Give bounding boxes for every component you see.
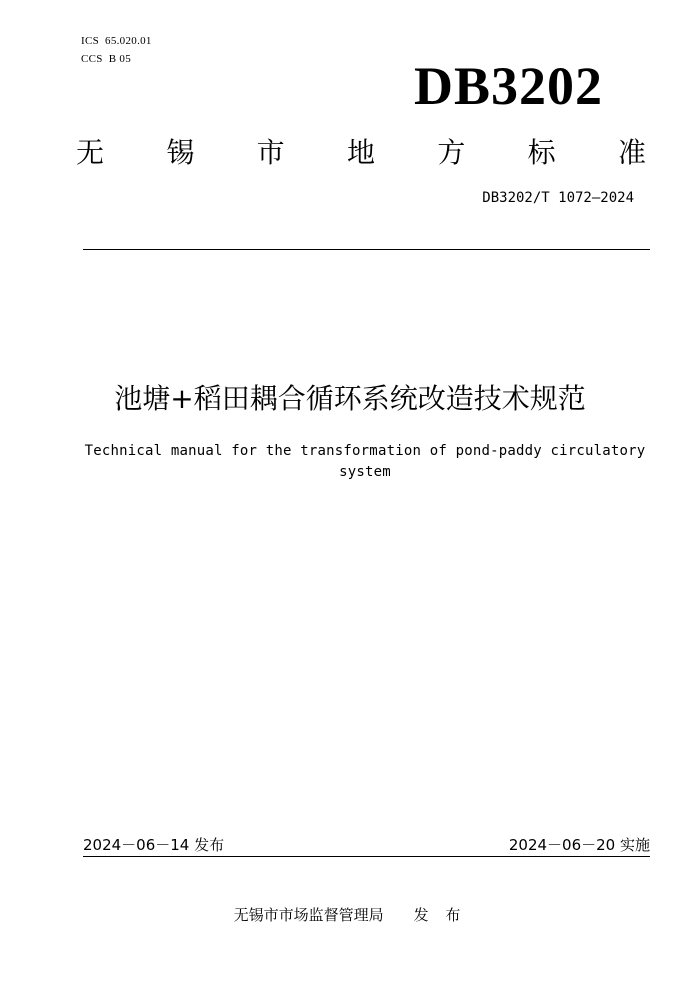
ccs-code xyxy=(81,53,131,65)
standard-type-char: 无 xyxy=(76,136,105,169)
standard-type-char: 准 xyxy=(617,136,646,169)
top-divider xyxy=(83,249,650,250)
document-title-chinese: 池塘+稻田耦合循环系统改造技术规范 xyxy=(114,382,586,415)
standard-number: DB3202/T 1072—2024 xyxy=(482,190,634,206)
ccs-label: CCS xyxy=(81,53,103,65)
standard-type-char: 地 xyxy=(346,136,375,169)
publish-date: 2024－06－14 发布 xyxy=(83,836,225,854)
issue-label: 发 布 xyxy=(413,906,467,924)
issuer-organization: 无锡市市场监督管理局 xyxy=(233,906,384,924)
standard-type-char: 标 xyxy=(527,136,556,169)
ics-label: ICS xyxy=(81,35,100,47)
standard-type-title xyxy=(76,134,646,172)
ics-value: 65.020.01 xyxy=(105,35,152,47)
ccs-value: B 05 xyxy=(108,53,131,65)
standard-type-char: 锡 xyxy=(166,136,195,169)
standard-type-char: 市 xyxy=(256,136,285,169)
issuer-line xyxy=(0,904,700,926)
implementation-date: 2024－06－20 实施 xyxy=(508,836,650,854)
document-title-english: Technical manual for the transformation of pond-paddy circulatory system xyxy=(84,443,646,480)
bottom-divider xyxy=(83,856,650,857)
ics-code xyxy=(81,35,152,47)
standard-code-logo: DB3202 xyxy=(413,56,603,116)
standard-type-char: 方 xyxy=(437,136,466,169)
